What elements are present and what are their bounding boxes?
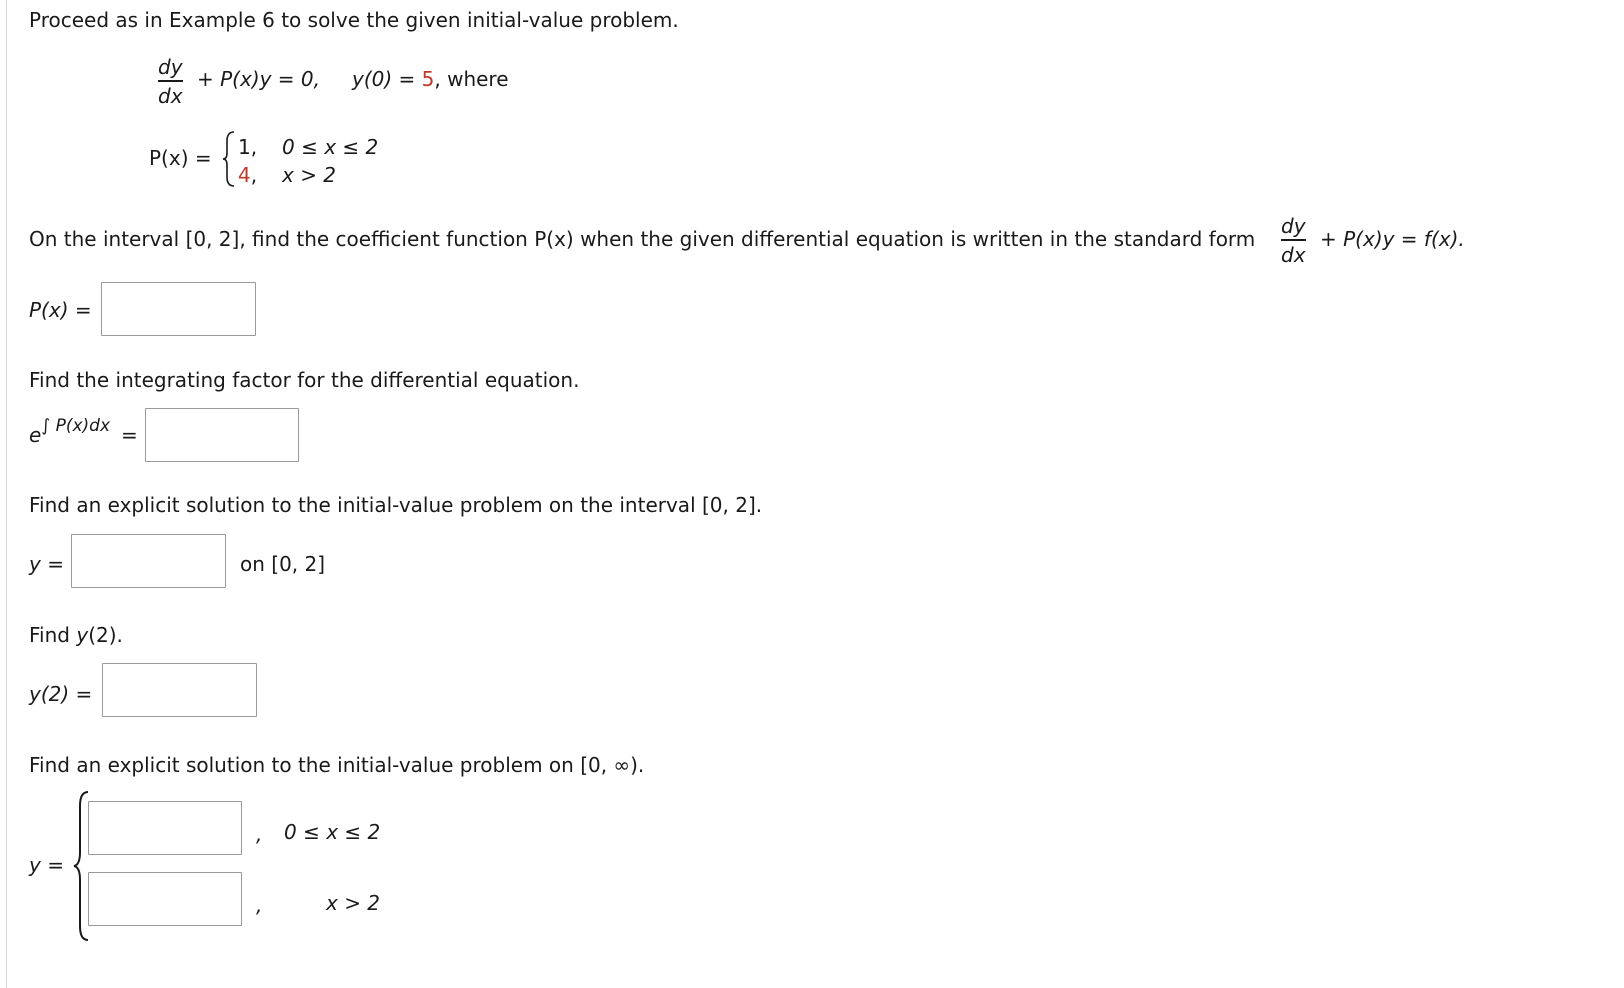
ic-value: 5: [421, 67, 435, 91]
part5-answer-label: y =: [29, 853, 64, 877]
if-equals: =: [121, 423, 138, 447]
piecewise-condition-1: 0 ≤ x ≤ 2: [284, 820, 381, 844]
ode-numerator: dy: [158, 55, 183, 79]
p-case-2: [238, 165, 257, 185]
part5-prompt: Find an explicit solution to the initial-value problem on [0, ∞).: [29, 753, 645, 777]
p-definition-label: P(x) =: [149, 146, 212, 170]
part2-prompt: Find the integrating factor for the differential equation.: [29, 368, 580, 392]
part1-answer-label: P(x) =: [29, 298, 92, 322]
piecewise-condition-2: x > 2: [326, 891, 381, 915]
part3-answer-label: y =: [29, 552, 64, 576]
y2-answer-input[interactable]: [102, 663, 257, 717]
if-base: e: [29, 423, 42, 447]
p-case-1-sep: ,: [250, 135, 258, 159]
p-case-2-sep: ,: [250, 163, 258, 187]
p-case-1-condition: 0 ≤ x ≤ 2: [282, 135, 379, 159]
part4-prompt: [29, 625, 123, 645]
p-case-1: [238, 137, 257, 157]
p-case-2-condition: x > 2: [282, 163, 337, 187]
integrating-factor-expression: [29, 418, 110, 445]
part3-prompt: Find an explicit solution to the initial-value problem on the interval [0, 2].: [29, 493, 763, 517]
p-answer-input[interactable]: [101, 282, 256, 336]
p-case-2-value: 4: [238, 163, 251, 187]
ode-fraction: [158, 57, 183, 106]
initial-condition: [352, 69, 509, 89]
p-cases-brace: [222, 131, 236, 187]
integrating-factor-input[interactable]: [145, 408, 299, 462]
piecewise-sep-2: ,: [256, 893, 263, 917]
ic-suffix: , where: [434, 67, 509, 91]
std-numerator: dy: [1281, 214, 1306, 238]
if-exponent: ∫ P(x)dx: [41, 416, 111, 436]
standard-form-rest: + P(x)y = f(x).: [1320, 227, 1465, 251]
left-border: [6, 0, 7, 988]
ic-lhs: y(0) =: [352, 67, 422, 91]
solution-interval-input[interactable]: [71, 534, 226, 588]
std-denominator: dx: [1281, 242, 1306, 267]
fraction-bar: [1281, 239, 1306, 241]
ode-rest: + P(x)y = 0,: [197, 67, 321, 91]
standard-form-fraction: [1281, 216, 1306, 265]
part4-answer-label: y(2) =: [29, 682, 93, 706]
part4-prompt-suffix: (2).: [88, 623, 123, 647]
p-case-1-value: 1: [238, 135, 251, 159]
piecewise-input-1[interactable]: [88, 801, 242, 855]
piecewise-input-2[interactable]: [88, 872, 242, 926]
ode-denominator: dx: [158, 83, 183, 108]
part4-prompt-prefix: Find: [29, 623, 77, 647]
part3-answer-suffix: on [0, 2]: [240, 552, 326, 576]
piecewise-sep-1: ,: [256, 822, 263, 846]
problem-intro: Proceed as in Example 6 to solve the given initial-value problem.: [29, 8, 679, 32]
fraction-bar: [158, 80, 183, 82]
part4-prompt-math: y: [76, 623, 89, 647]
part1-prompt: On the interval [0, 2], find the coefficient function P(x) when the given differential equation is written in the standard form: [29, 227, 1256, 251]
